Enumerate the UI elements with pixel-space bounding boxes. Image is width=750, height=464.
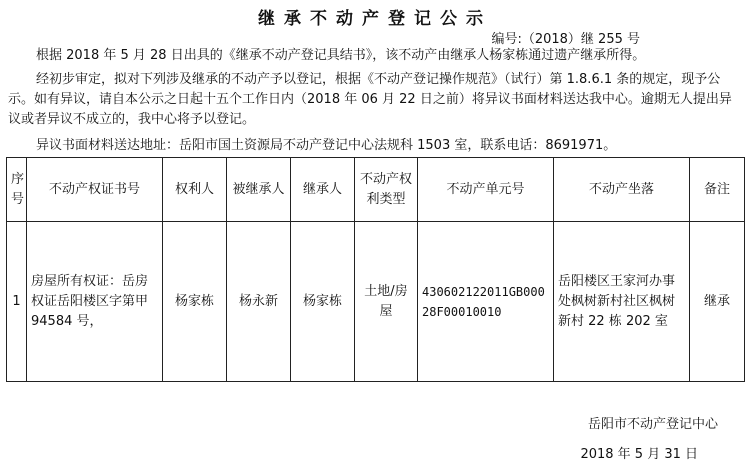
header-decedent: 被继承人: [227, 158, 291, 222]
cell-note: 继承: [690, 222, 745, 382]
issue-date: 2018 年 5 月 31 日: [580, 447, 698, 462]
issuing-organization: 岳阳市不动产登记中心: [587, 417, 718, 432]
cell-location: 岳阳楼区王家河办事处枫树新村社区枫树新村 22 栋 202 室: [554, 222, 690, 382]
cell-right-type: 土地/房屋: [355, 222, 418, 382]
header-location: 不动产坐落: [554, 158, 690, 222]
registration-table: [6, 157, 745, 382]
cell-owner: 杨家栋: [163, 222, 227, 382]
cell-serial: 1: [7, 222, 27, 382]
header-certificate: 不动产权证书号: [27, 158, 163, 222]
paragraph-address: 异议书面材料送达地址：岳阳市国土资源局不动产登记中心法规科 1503 室，联系电话：8691971。: [36, 138, 617, 153]
header-serial: 序号: [7, 158, 27, 222]
table-header-row: [7, 158, 745, 222]
header-owner: 权利人: [163, 158, 227, 222]
cell-decedent: 杨永新: [227, 222, 291, 382]
cell-heir: 杨家栋: [291, 222, 355, 382]
header-unit-number: 不动产单元号: [418, 158, 554, 222]
cell-certificate: 房屋所有权证：岳房权证岳阳楼区字第甲 94584 号，: [27, 222, 163, 382]
document-number: 编号:（2018）继 255 号: [491, 32, 640, 47]
table-row: [7, 222, 745, 382]
header-right-type: 不动产权利类型: [355, 158, 418, 222]
header-heir: 继承人: [291, 158, 355, 222]
paragraph-review: 经初步审定，拟对下列涉及继承的不动产予以登记，根据《不动产登记操作规范》（试行）第 1.8.6.1 条的规定，现予公示。如有异议，请自本公示之日起十五个工作日内（2018 年 06 月 22 日之前）将异议书面材料送达我中心。逾期无人提出异议或者异议不成立的，我中心将予以登记。: [8, 72, 732, 127]
cell-unit-number: 430602122011GB00028F00010010: [418, 222, 554, 382]
notice-title: 继承不动产登记公示: [258, 9, 492, 29]
paragraph-intro: 根据 2018 年 5 月 28 日出具的《继承不动产登记具结书》，该不动产由继承人杨家栋通过遗产继承所得。: [36, 48, 646, 63]
header-note: 备注: [690, 158, 745, 222]
